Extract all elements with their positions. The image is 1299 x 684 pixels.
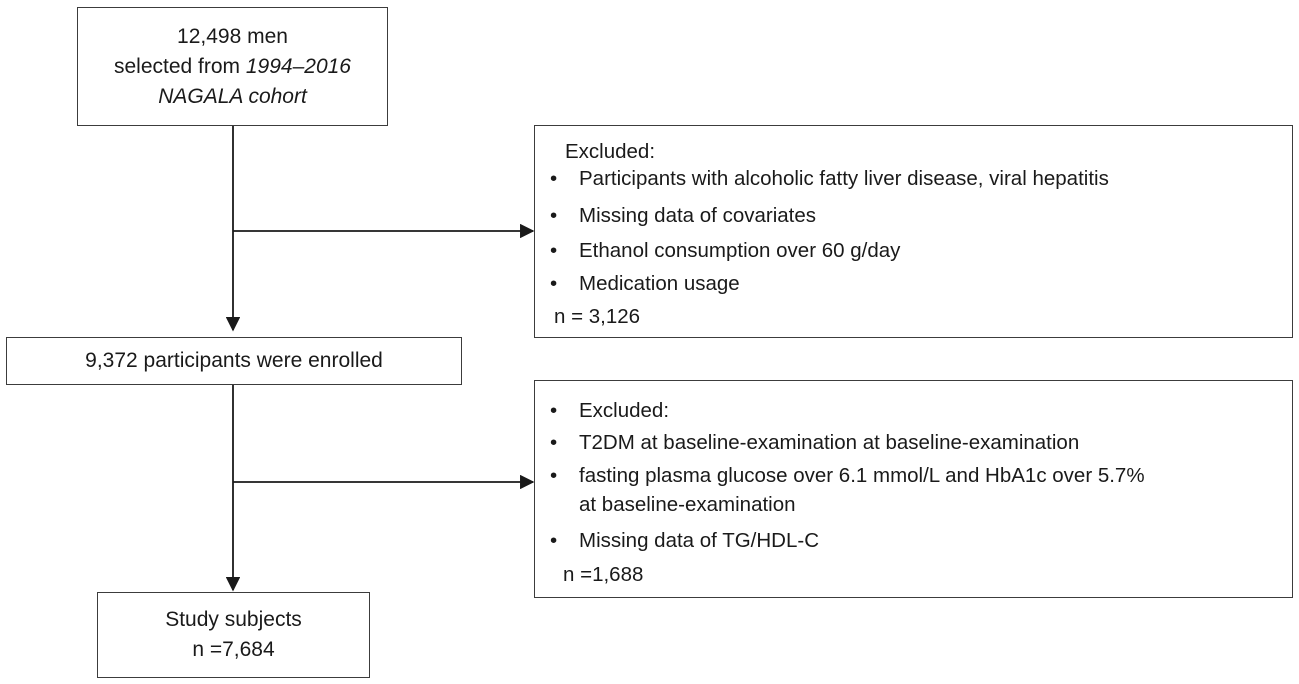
study-line2: n =7,684 <box>192 638 275 661</box>
node-exclusion2 <box>534 380 1293 598</box>
exclusion2-bullet-heading: • <box>550 399 558 422</box>
enrolled-text: 9,372 participants were enrolled <box>85 349 383 372</box>
exclusion1-item-3: Ethanol consumption over 60 g/day <box>579 239 901 262</box>
cohort-line3: NAGALA cohort <box>158 84 307 108</box>
exclusion2-item-2-cont: at baseline-examination <box>579 493 796 516</box>
exclusion2-count: n =1,688 <box>563 563 644 586</box>
exclusion2-item-2: fasting plasma glucose over 6.1 mmol/L and HbA1c over 5.7% <box>579 464 1145 487</box>
cohort-line2-prefix: selected from <box>113 54 246 78</box>
node-exclusion1 <box>534 125 1293 338</box>
exclusion1-bullet-2: • <box>550 204 558 227</box>
exclusion1-item-4: Medication usage <box>579 272 740 295</box>
exclusion1-heading: Excluded: <box>565 140 656 163</box>
exclusion1-count: n = 3,126 <box>554 305 641 328</box>
exclusion1-bullet-3: • <box>550 239 558 262</box>
exclusion2-bullet-2: • <box>550 464 558 487</box>
cohort-line1: 12,498 men <box>177 24 288 48</box>
cohort-line2 <box>114 52 351 82</box>
exclusion2-bullet-1: • <box>550 431 558 454</box>
node-study-subjects <box>97 592 370 678</box>
exclusion1-bullet-1: • <box>550 167 558 190</box>
cohort-years: 1994–2016 <box>245 54 351 78</box>
node-enrolled <box>6 337 462 385</box>
study-line1: Study subjects <box>165 608 302 631</box>
exclusion1-item-1: Participants with alcoholic fatty liver disease, viral hepatitis <box>579 167 1109 190</box>
exclusion2-bullet-3: • <box>550 529 558 552</box>
exclusion1-bullet-4: • <box>550 272 558 295</box>
exclusion1-item-2: Missing data of covariates <box>579 204 817 227</box>
exclusion2-heading: Excluded: <box>579 399 670 422</box>
exclusion2-item-1: T2DM at baseline-examination at baseline-examination <box>579 431 1080 454</box>
node-cohort <box>77 7 388 126</box>
exclusion2-item-3: Missing data of TG/HDL-C <box>579 529 820 552</box>
